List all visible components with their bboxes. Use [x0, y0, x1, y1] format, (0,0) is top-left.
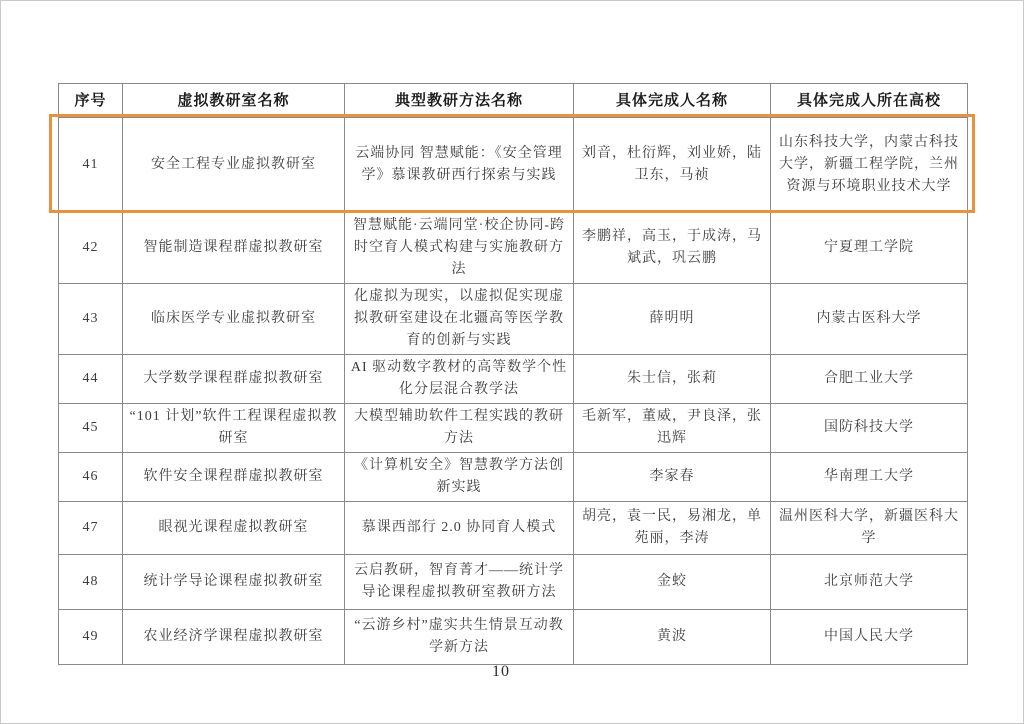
cell-universities: 合肥工业大学 [771, 355, 968, 404]
cell-room: 大学数学课程群虚拟教研室 [123, 355, 345, 404]
table-body [59, 118, 968, 665]
table-row [59, 118, 968, 213]
cell-room: 智能制造课程群虚拟教研室 [123, 213, 345, 284]
cell-universities: 内蒙古医科大学 [771, 284, 968, 355]
cell-universities: 宁夏理工学院 [771, 213, 968, 284]
cell-people: 毛新军，董威，尹良泽，张迅辉 [574, 404, 771, 453]
cell-no: 47 [59, 502, 123, 555]
column-header: 具体完成人名称 [574, 84, 771, 118]
cell-universities: 中国人民大学 [771, 610, 968, 665]
cell-room: “101 计划”软件工程课程虚拟教研室 [123, 404, 345, 453]
cell-method: 《计算机安全》智慧教学方法创新实践 [345, 453, 574, 502]
column-header: 具体完成人所在高校 [771, 84, 968, 118]
cell-room: 临床医学专业虚拟教研室 [123, 284, 345, 355]
cell-people: 朱士信，张莉 [574, 355, 771, 404]
award-table [58, 83, 968, 665]
cell-no: 49 [59, 610, 123, 665]
cell-method: 大模型辅助软件工程实践的教研方法 [345, 404, 574, 453]
cell-universities: 华南理工大学 [771, 453, 968, 502]
page-number: 10 [492, 663, 510, 680]
cell-method: 慕课西部行 2.0 协同育人模式 [345, 502, 574, 555]
table-row [59, 610, 968, 665]
cell-method: 云启教研，智育菁才——统计学导论课程虚拟教研室教研方法 [345, 555, 574, 610]
cell-no: 44 [59, 355, 123, 404]
cell-universities: 国防科技大学 [771, 404, 968, 453]
cell-universities: 山东科技大学，内蒙古科技大学，新疆工程学院，兰州资源与环境职业技术大学 [771, 118, 968, 213]
cell-no: 48 [59, 555, 123, 610]
table-row [59, 355, 968, 404]
cell-method: AI 驱动数字教材的高等数学个性化分层混合教学法 [345, 355, 574, 404]
cell-method: 化虚拟为现实，以虚拟促实现虚拟教研室建设在北疆高等医学教育的创新与实践 [345, 284, 574, 355]
table-row [59, 213, 968, 284]
table-header-row [59, 84, 968, 118]
table-row [59, 284, 968, 355]
cell-people: 黄波 [574, 610, 771, 665]
table-row [59, 555, 968, 610]
cell-room: 安全工程专业虚拟教研室 [123, 118, 345, 213]
table-row [59, 404, 968, 453]
table-row [59, 502, 968, 555]
table-row [59, 453, 968, 502]
cell-no: 42 [59, 213, 123, 284]
cell-people: 胡亮，袁一民，易湘龙，单苑丽，李涛 [574, 502, 771, 555]
cell-no: 43 [59, 284, 123, 355]
cell-people: 薛明明 [574, 284, 771, 355]
cell-room: 眼视光课程虚拟教研室 [123, 502, 345, 555]
column-header: 虚拟教研室名称 [123, 84, 345, 118]
cell-people: 刘音，杜衍辉，刘业娇，陆卫东，马祯 [574, 118, 771, 213]
cell-room: 统计学导论课程虚拟教研室 [123, 555, 345, 610]
cell-universities: 北京师范大学 [771, 555, 968, 610]
cell-room: 软件安全课程群虚拟教研室 [123, 453, 345, 502]
column-header: 典型教研方法名称 [345, 84, 574, 118]
cell-universities: 温州医科大学，新疆医科大学 [771, 502, 968, 555]
cell-no: 45 [59, 404, 123, 453]
cell-no: 41 [59, 118, 123, 213]
cell-people: 李鹏祥，高玉，于成涛，马斌武，巩云鹏 [574, 213, 771, 284]
cell-method: 智慧赋能·云端同堂·校企协同-跨时空育人模式构建与实施教研方法 [345, 213, 574, 284]
cell-people: 李家春 [574, 453, 771, 502]
cell-room: 农业经济学课程虚拟教研室 [123, 610, 345, 665]
column-header: 序号 [59, 84, 123, 118]
cell-method: 云端协同 智慧赋能：《安全管理学》慕课教研西行探索与实践 [345, 118, 574, 213]
cell-people: 金蛟 [574, 555, 771, 610]
cell-no: 46 [59, 453, 123, 502]
cell-method: “云游乡村”虚实共生情景互动教学新方法 [345, 610, 574, 665]
